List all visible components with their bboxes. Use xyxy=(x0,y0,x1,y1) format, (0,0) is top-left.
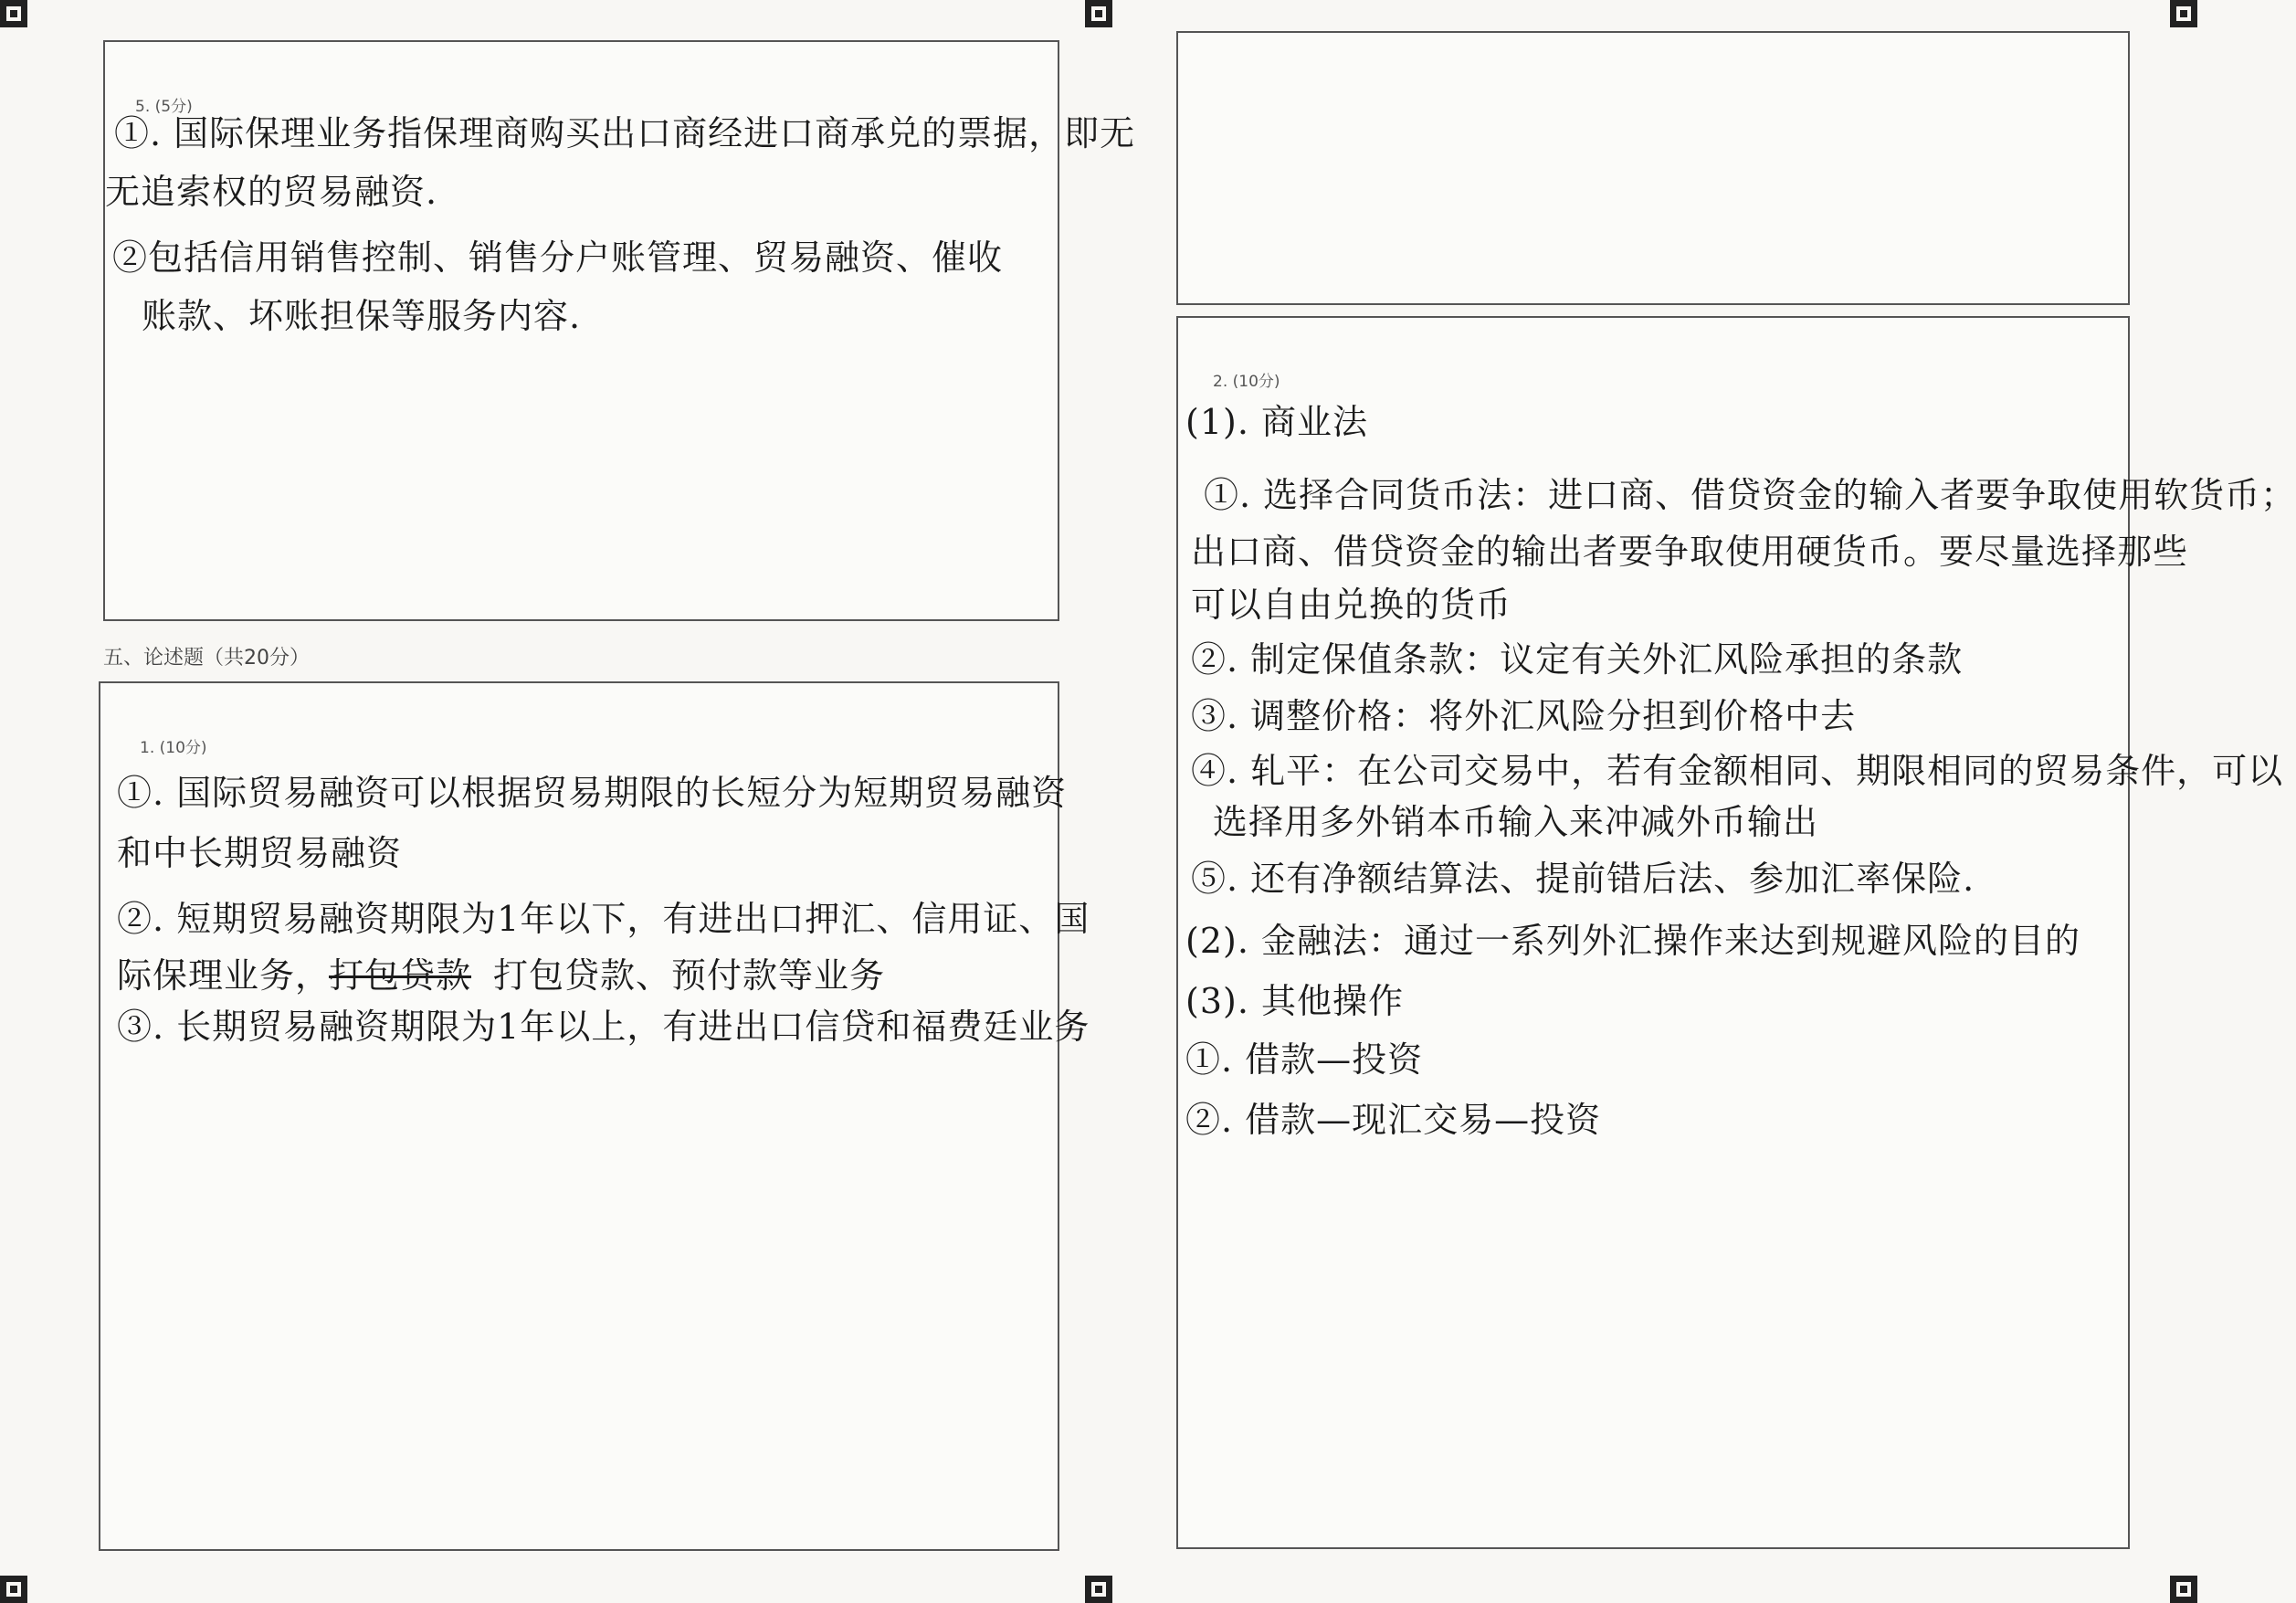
registration-mark-bottom-left xyxy=(0,1576,27,1603)
registration-mark-top-left xyxy=(0,0,27,27)
handwritten-line: 选择用多外销本币输入来冲减外币输出 xyxy=(1213,802,1819,842)
handwritten-line: ③. 调整价格：将外汇风险分担到价格中去 xyxy=(1191,696,1857,736)
answer-box-q1 xyxy=(99,681,1090,1551)
registration-mark-top-middle xyxy=(1085,0,1112,27)
handwritten-line: ②. 制定保值条款：议定有关外汇风险承担的条款 xyxy=(1191,639,1964,680)
handwritten-line: ①. 选择合同货币法：进口商、借贷资金的输入者要争取使用软货币； xyxy=(1204,475,2296,515)
handwritten-line: 和中长期贸易融资 xyxy=(117,833,403,873)
question-label: 5. (5分) xyxy=(135,98,193,116)
answer-box-blank xyxy=(1176,31,2130,305)
handwritten-line: ④. 轧平：在公司交易中，若有金额相同、期限相同的贸易条件，可以 xyxy=(1191,751,2284,791)
handwritten-line: (3). 其他操作 xyxy=(1185,981,1404,1021)
registration-mark-top-right xyxy=(2170,0,2197,27)
crossed-out-text: 打包贷款 xyxy=(329,955,472,996)
handwritten-line: 可以自由兑换的货币 xyxy=(1191,585,1512,625)
handwritten-line: ③. 长期贸易融资期限为1年以上，有进出口信贷和福费廷业务 xyxy=(117,1007,1090,1047)
handwritten-line: ②. 借款—现汇交易—投资 xyxy=(1185,1100,1602,1140)
handwritten-line: ②包括信用销售控制、销售分户账管理、贸易融资、催收 xyxy=(112,237,1004,278)
handwritten-line: 际保理业务， xyxy=(117,955,332,996)
handwritten-line: ⑤. 还有净额结算法、提前错后法、参加汇率保险. xyxy=(1191,859,1975,899)
handwritten-line: 出口商、借贷资金的输出者要争取使用硬货币。要尽量选择那些 xyxy=(1191,532,2189,572)
handwritten-line: (1). 商业法 xyxy=(1185,402,1368,442)
handwritten-line: ①. 国际保理业务指保理商购买出口商经进口商承兑的票据，即无 xyxy=(114,113,1136,153)
answer-box-q2 xyxy=(1176,316,2296,1549)
handwritten-line: 无追索权的贸易融资. xyxy=(105,172,438,212)
handwritten-line: 账款、坏账担保等服务内容. xyxy=(142,296,582,336)
registration-mark-bottom-right xyxy=(2170,1576,2197,1603)
handwritten-line: ②. 短期贸易融资期限为1年以下，有进出口押汇、信用证、国 xyxy=(117,899,1090,939)
section-title: 五、论述题（共20分） xyxy=(103,647,310,670)
handwritten-line: 打包贷款、预付款等业务 xyxy=(493,955,886,996)
answer-box-q5 xyxy=(103,40,1136,621)
registration-mark-bottom-middle xyxy=(1085,1576,1112,1603)
handwritten-line: (2). 金融法：通过一系列外汇操作来达到规避风险的目的 xyxy=(1185,921,2080,961)
handwritten-line: ①. 借款—投资 xyxy=(1185,1039,1424,1080)
question-label: 2. (10分) xyxy=(1213,373,1280,391)
question-label: 1. (10分) xyxy=(140,739,207,757)
handwritten-line: ①. 国际贸易融资可以根据贸易期限的长短分为短期贸易融资 xyxy=(117,773,1068,813)
